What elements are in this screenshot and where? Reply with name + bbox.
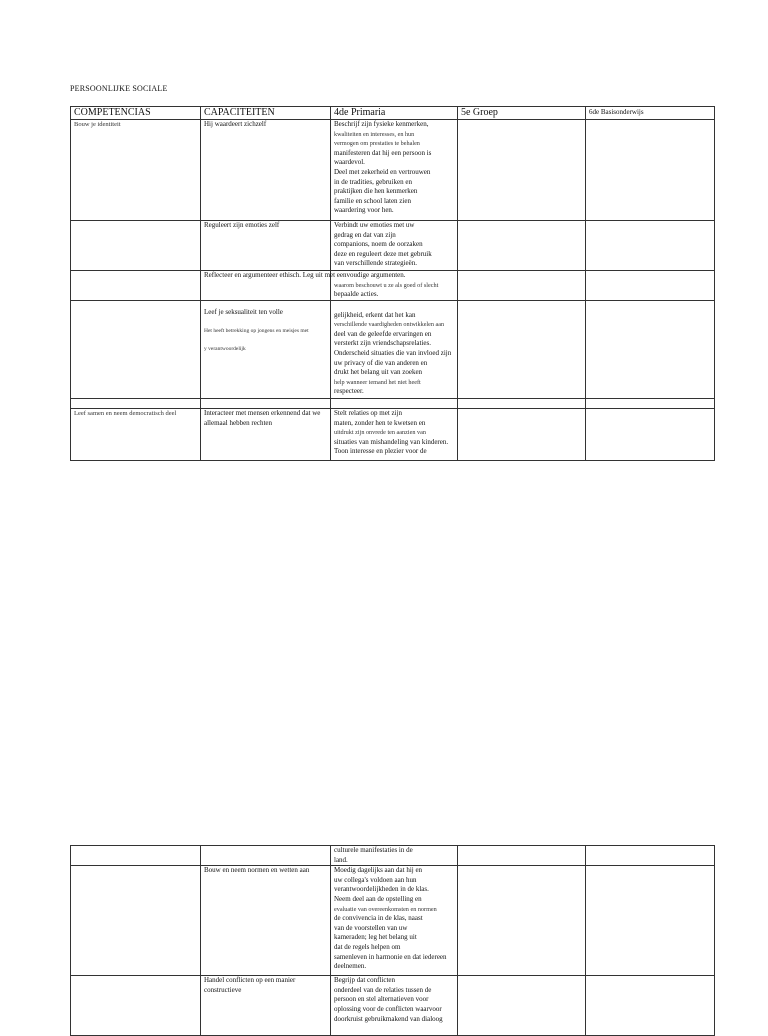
basis6-cell xyxy=(585,846,714,866)
table-row xyxy=(71,301,715,399)
primaria-line: versterkt zijn vriendschapsrelaties. xyxy=(334,339,431,348)
groep5-cell xyxy=(457,409,585,461)
competency-cell: Bouw je identiteit xyxy=(71,120,201,221)
primaria-line: deel van de geleefde ervaringen en xyxy=(334,329,432,338)
primaria-line: Toon interesse en plezier voor de xyxy=(334,447,427,456)
capacity-cell: Hij waardeert zichzelf xyxy=(201,120,331,221)
table-row xyxy=(71,866,715,976)
competency-cell xyxy=(71,399,201,409)
table-row xyxy=(71,271,715,301)
table-row xyxy=(71,120,715,221)
primaria-line: waardevol. xyxy=(334,158,365,167)
table-row xyxy=(71,399,715,409)
groep5-cell xyxy=(457,976,585,1036)
primaria-line: doorkruist gebruikmakend van dialoog xyxy=(334,1014,443,1023)
basis6-cell xyxy=(585,399,714,409)
primaria-line: gelijkheid, erkent dat het kan xyxy=(334,310,416,319)
primaria-line: companions, noem de oorzaken xyxy=(334,240,423,249)
competency-cell xyxy=(71,221,201,271)
primaria-line: uitdrukt zijn onvrede ten aanzien van xyxy=(334,429,426,437)
primaria-line: Onderscheid situaties die van invloed zijn xyxy=(334,348,452,357)
primaria-line: familie en school laten zien xyxy=(334,196,411,205)
capacity-text: Leef je seksualiteit ten volle xyxy=(204,308,283,316)
primaria-cell xyxy=(331,409,458,461)
groep5-cell xyxy=(457,866,585,976)
header-5e-groep: 5e Groep xyxy=(457,107,585,120)
capacity-note: y verantwoordelijk xyxy=(204,346,246,352)
primaria-line: van de voorstellen van uw xyxy=(334,923,408,932)
primaria-line: drukt het belang uit van zoeken xyxy=(334,368,423,377)
primaria-line: samenleven in harmonie en dat iedereen xyxy=(334,952,447,961)
basis6-cell xyxy=(585,409,714,461)
primaria-line: manifesteren dat hij een persoon is xyxy=(334,148,432,157)
primaria-line: Begrijp dat conflicten xyxy=(334,976,396,985)
header-6de-basisonderwijs: 6de Basisonderwijs xyxy=(585,107,714,120)
primaria-cell xyxy=(331,846,458,866)
primaria-line: Deel met zekerheid en vertrouwen xyxy=(334,167,431,176)
basis6-cell xyxy=(585,976,714,1036)
primaria-line: deelnemen. xyxy=(334,962,367,971)
table-row xyxy=(71,409,715,461)
table-row xyxy=(71,976,715,1036)
header-4de-primaria: 4de Primaria xyxy=(331,107,458,120)
basis6-cell xyxy=(585,120,714,221)
capacity-cell xyxy=(201,301,331,399)
primaria-line: onderdeel van de relaties tussen de xyxy=(334,985,432,994)
competency-cell xyxy=(71,301,201,399)
primaria-line: kwaliteiten en interesses, en hun xyxy=(334,130,415,138)
primaria-line: van verschillende strategieën. xyxy=(334,259,417,268)
primaria-line: oplossing voor de conflicten waarvoor xyxy=(334,1004,442,1013)
competency-cell xyxy=(71,866,201,976)
competency-cell xyxy=(71,846,201,866)
primaria-line: land. xyxy=(334,855,348,864)
groep5-cell xyxy=(457,399,585,409)
primaria-cell xyxy=(331,301,458,399)
primaria-line: waardering voor hen. xyxy=(334,206,394,215)
capacity-cell: Interacteer met mensen erkennend dat we allemaal hebben rechten xyxy=(201,409,331,461)
table-row xyxy=(71,221,715,271)
primaria-line: help wanneer iemand het niet heeft xyxy=(334,378,421,386)
page-title: PERSOONLIJKE SOCIALE xyxy=(70,84,168,93)
primaria-line: praktijken die hen kenmerken xyxy=(334,187,418,196)
capacity-cell xyxy=(201,846,331,866)
basis6-cell xyxy=(585,271,714,301)
primaria-line: uw collega's voldoen aan hun xyxy=(334,875,417,884)
competency-table-page-2 xyxy=(70,845,715,1036)
capacity-cell: Reguleert zijn emoties zelf xyxy=(201,221,331,271)
primaria-line: Stelt relaties op met zijn xyxy=(334,409,403,417)
primaria-line: verantwoordelijkheden in de klas. xyxy=(334,885,429,894)
primaria-line: situaties van mishandeling van kinderen. xyxy=(334,437,449,446)
primaria-cell xyxy=(331,221,458,271)
groep5-cell xyxy=(457,301,585,399)
primaria-line: deze en reguleert deze met gebruik xyxy=(334,249,432,258)
capacity-cell: Handel conflicten op een manier constructieve xyxy=(201,976,331,1036)
primaria-line: Moedig dagelijks aan dat hij en xyxy=(334,866,423,875)
competency-cell xyxy=(71,271,201,301)
primaria-line: gedrag en dat van zijn xyxy=(334,230,396,239)
capacity-note: Het heeft betrekking op jongens en meisjes met xyxy=(204,328,309,334)
basis6-cell xyxy=(585,866,714,976)
groep5-cell xyxy=(457,271,585,301)
primaria-cell xyxy=(331,399,458,409)
primaria-line: waarom beschouwt u ze als goed of slecht xyxy=(334,281,439,289)
primaria-line: uw privacy of die van anderen en xyxy=(334,358,428,367)
primaria-cell xyxy=(331,976,458,1036)
groep5-cell xyxy=(457,846,585,866)
primaria-line: Beschrijf zijn fysieke kenmerken, xyxy=(334,120,429,128)
primaria-cell xyxy=(331,120,458,221)
capacity-cell: Bouw en neem normen en wetten aan xyxy=(201,866,331,976)
primaria-line: de convivencia in de klas, naast xyxy=(334,914,423,923)
primaria-line: dat de regels helpen om xyxy=(334,942,401,951)
capacity-cell xyxy=(201,399,331,409)
primaria-line: kameraden; leg het belang uit xyxy=(334,933,417,942)
primaria-line: in de tradities, gebruiken en xyxy=(334,177,412,186)
primaria-line: verschillende vaardigheden ontwikkelen aan xyxy=(334,321,445,329)
groep5-cell xyxy=(457,120,585,221)
competency-table-page-1 xyxy=(70,106,715,461)
header-competencias: COMPETENCIAS xyxy=(71,107,201,120)
primaria-line: vermogen om prestaties te behalen xyxy=(334,140,420,148)
primaria-line: respecteer. xyxy=(334,387,364,396)
primaria-line: Verbindt uw emoties met uw xyxy=(334,221,415,229)
primaria-line: Neem deel aan de opstelling en xyxy=(334,894,422,903)
table-header-row xyxy=(71,107,715,120)
primaria-line: persoon en stel alternatieven voor xyxy=(334,995,429,1004)
competency-cell xyxy=(71,976,201,1036)
table-row xyxy=(71,846,715,866)
basis6-cell xyxy=(585,221,714,271)
primaria-cell xyxy=(331,866,458,976)
primaria-line: bepaalde acties. xyxy=(334,290,379,299)
primaria-line: maten, zonder hen te kwetsen en xyxy=(334,418,426,427)
primaria-line: evaluatie van overeenkomsten en normen xyxy=(334,905,437,913)
primaria-line: culturele manifestaties in de xyxy=(334,846,413,854)
basis6-cell xyxy=(585,301,714,399)
header-capaciteiten: CAPACITEITEN xyxy=(201,107,331,120)
competency-cell: Leef samen en neem democratisch deel xyxy=(71,409,201,461)
capacity-text: Reflecteer en argumenteer ethisch. Leg uit met eenvoudige argumenten. xyxy=(204,271,406,279)
groep5-cell xyxy=(457,221,585,271)
